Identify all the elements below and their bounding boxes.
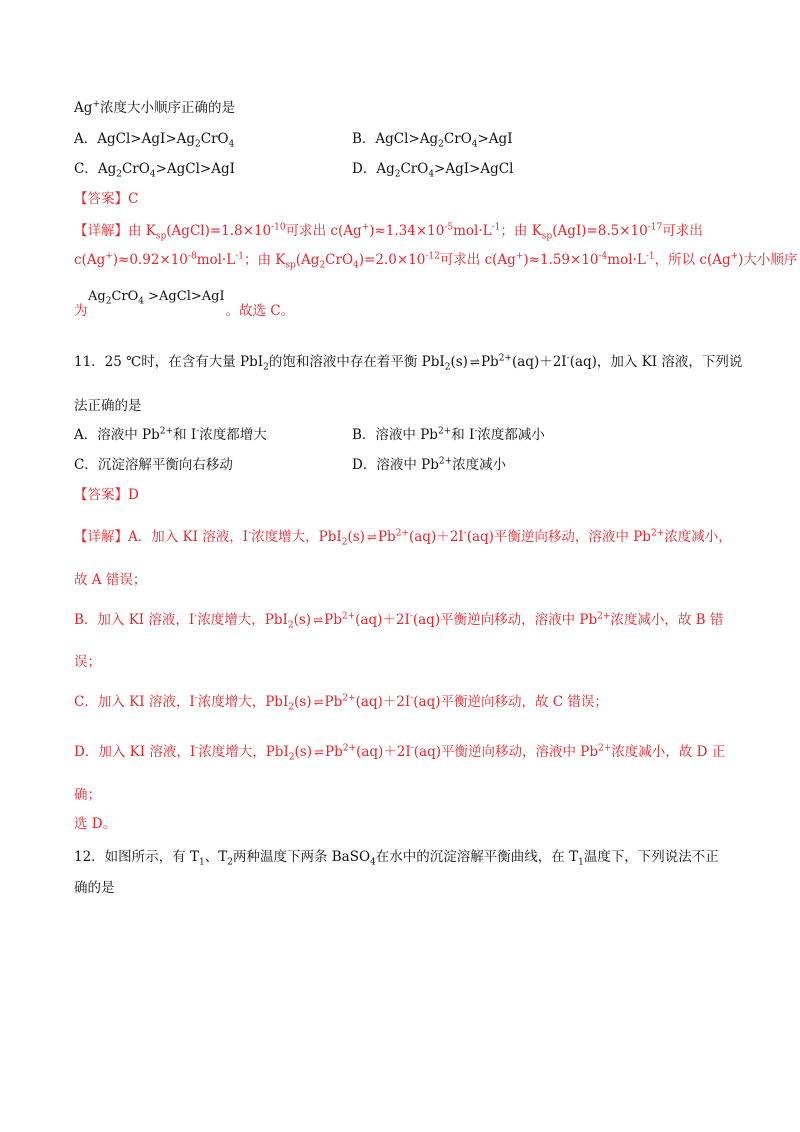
equilibrium-arrow-icon: ⇌ (469, 355, 479, 369)
q11-detail-d: D．加入 KI 溶液，I-浓度增大，PbI$_2$(s) ⇌ $Pb^{2+}(aq)+2I^-(aq)$平衡逆向移动，溶液中 $Pb^{2+}$浓度减小，故 D 正 (74, 743, 726, 763)
q11-detail-a: 【详解】A．加入 KI 溶液，I-浓度增大，PbI$_2$(s) ⇌ $Pb^{2+}(aq)+2I^-(aq)$平衡逆向移动，溶液中 $Pb^{2+}$浓度减小， (74, 528, 732, 548)
q11-detail-b-wrap: 误； (74, 654, 101, 670)
q11-choose: 选 D。 (74, 816, 117, 832)
equilibrium-arrow-icon: ⇌ (313, 745, 324, 759)
q10-detail-line1: 【详解】由 $K_{sp}(AgCl)=1.8\times 10^{-10}$可求出 $c(Ag^+)\approx 1.34\times 10^{-5}mol\cdot L^{-1}$；由 $K_{sp}(AgI)=8.5\times 10^{-17}$可求出 (74, 222, 703, 242)
equilibrium-arrow-icon: ⇌ (313, 613, 323, 627)
q11-option-d: D．溶液中 $Pb^{2+}$浓度减小 (352, 456, 507, 473)
q11-option-a: A．溶液中 $Pb^{2+}$和 I-浓度都增大 (74, 426, 267, 443)
q10-option-d: D．$Ag_2CrO_4>AgI>AgCl$ (352, 161, 514, 180)
equilibrium-arrow-icon: ⇌ (366, 530, 376, 544)
q11-detail-c: C．加入 KI 溶液，I-浓度增大，PbI$_2$(s) ⇌ $Pb^{2+}(aq)+2I^-(aq)$平衡逆向移动，故 C 错误； (74, 693, 608, 713)
q11-stem-line2: 法正确的是 (74, 398, 142, 414)
q12-stem-line1: 12．如图所示，有 $T_1$、$T_2$两种温度下两条 BaSO$_4$在水中的沉淀溶解平衡曲线，在 $T_1$温度下，下列说法不正 (74, 849, 719, 868)
q12-stem-line2: 确的是 (74, 880, 115, 896)
equilibrium-arrow-icon: ⇌ (313, 695, 323, 709)
q11-option-b: B．溶液中 $Pb^{2+}$和 I-浓度都减小 (352, 426, 545, 443)
q10-detail-line3: 为 。故选 C。 (74, 303, 295, 319)
q10-option-c: C．$Ag_2CrO_4>AgCl>AgI$ (74, 161, 235, 180)
q11-detail-b: B．加入 KI 溶液，I-浓度增大，PbI$_2$(s) ⇌ $Pb^{2+}(aq)+2I^-(aq)$平衡逆向移动，溶液中 $Pb^{2+}$浓度减小，故 B 错 (74, 611, 724, 631)
q10-option-b: B．$AgCl>Ag_2CrO_4>AgI$ (352, 131, 513, 150)
q10-detail-line2: $c(Ag^+)\approx 0.92\times 10^{-8}mol\cdot L^{-1}$；由 $K_{sp}(Ag_2CrO_4)=2.0\times 10^{-12}$可求出 $c(Ag^+)\approx 1.59\times 10^{-4}mol\cdot L^{-1}$，所以 c(Ag+)大小顺序 (74, 251, 798, 271)
q11-detail-d-wrap: 确； (74, 787, 101, 803)
q11-answer: 【答案】D (74, 487, 139, 503)
q11-detail-a-wrap: 故 A 错误； (74, 572, 147, 588)
q11-option-c: C．沉淀溶解平衡向右移动 (74, 457, 233, 473)
q10-option-a: A．$AgCl>AgI>Ag_2CrO_4$ (74, 131, 235, 150)
q10-stem: Ag+浓度大小顺序正确的是 (74, 99, 235, 116)
q11-stem-line1: 11．25 ℃时，在含有大量 PbI$_2$的饱和溶液中存在着平衡 PbI$_2$(s) ⇌ $Pb^{2+}(aq)+2I^-(aq)$，加入 KI 溶液，下列说 (74, 353, 743, 373)
q10-detail-formula: $Ag_2CrO_4$ >AgCl>AgI (88, 289, 225, 307)
q10-answer: 【答案】C (74, 191, 139, 207)
